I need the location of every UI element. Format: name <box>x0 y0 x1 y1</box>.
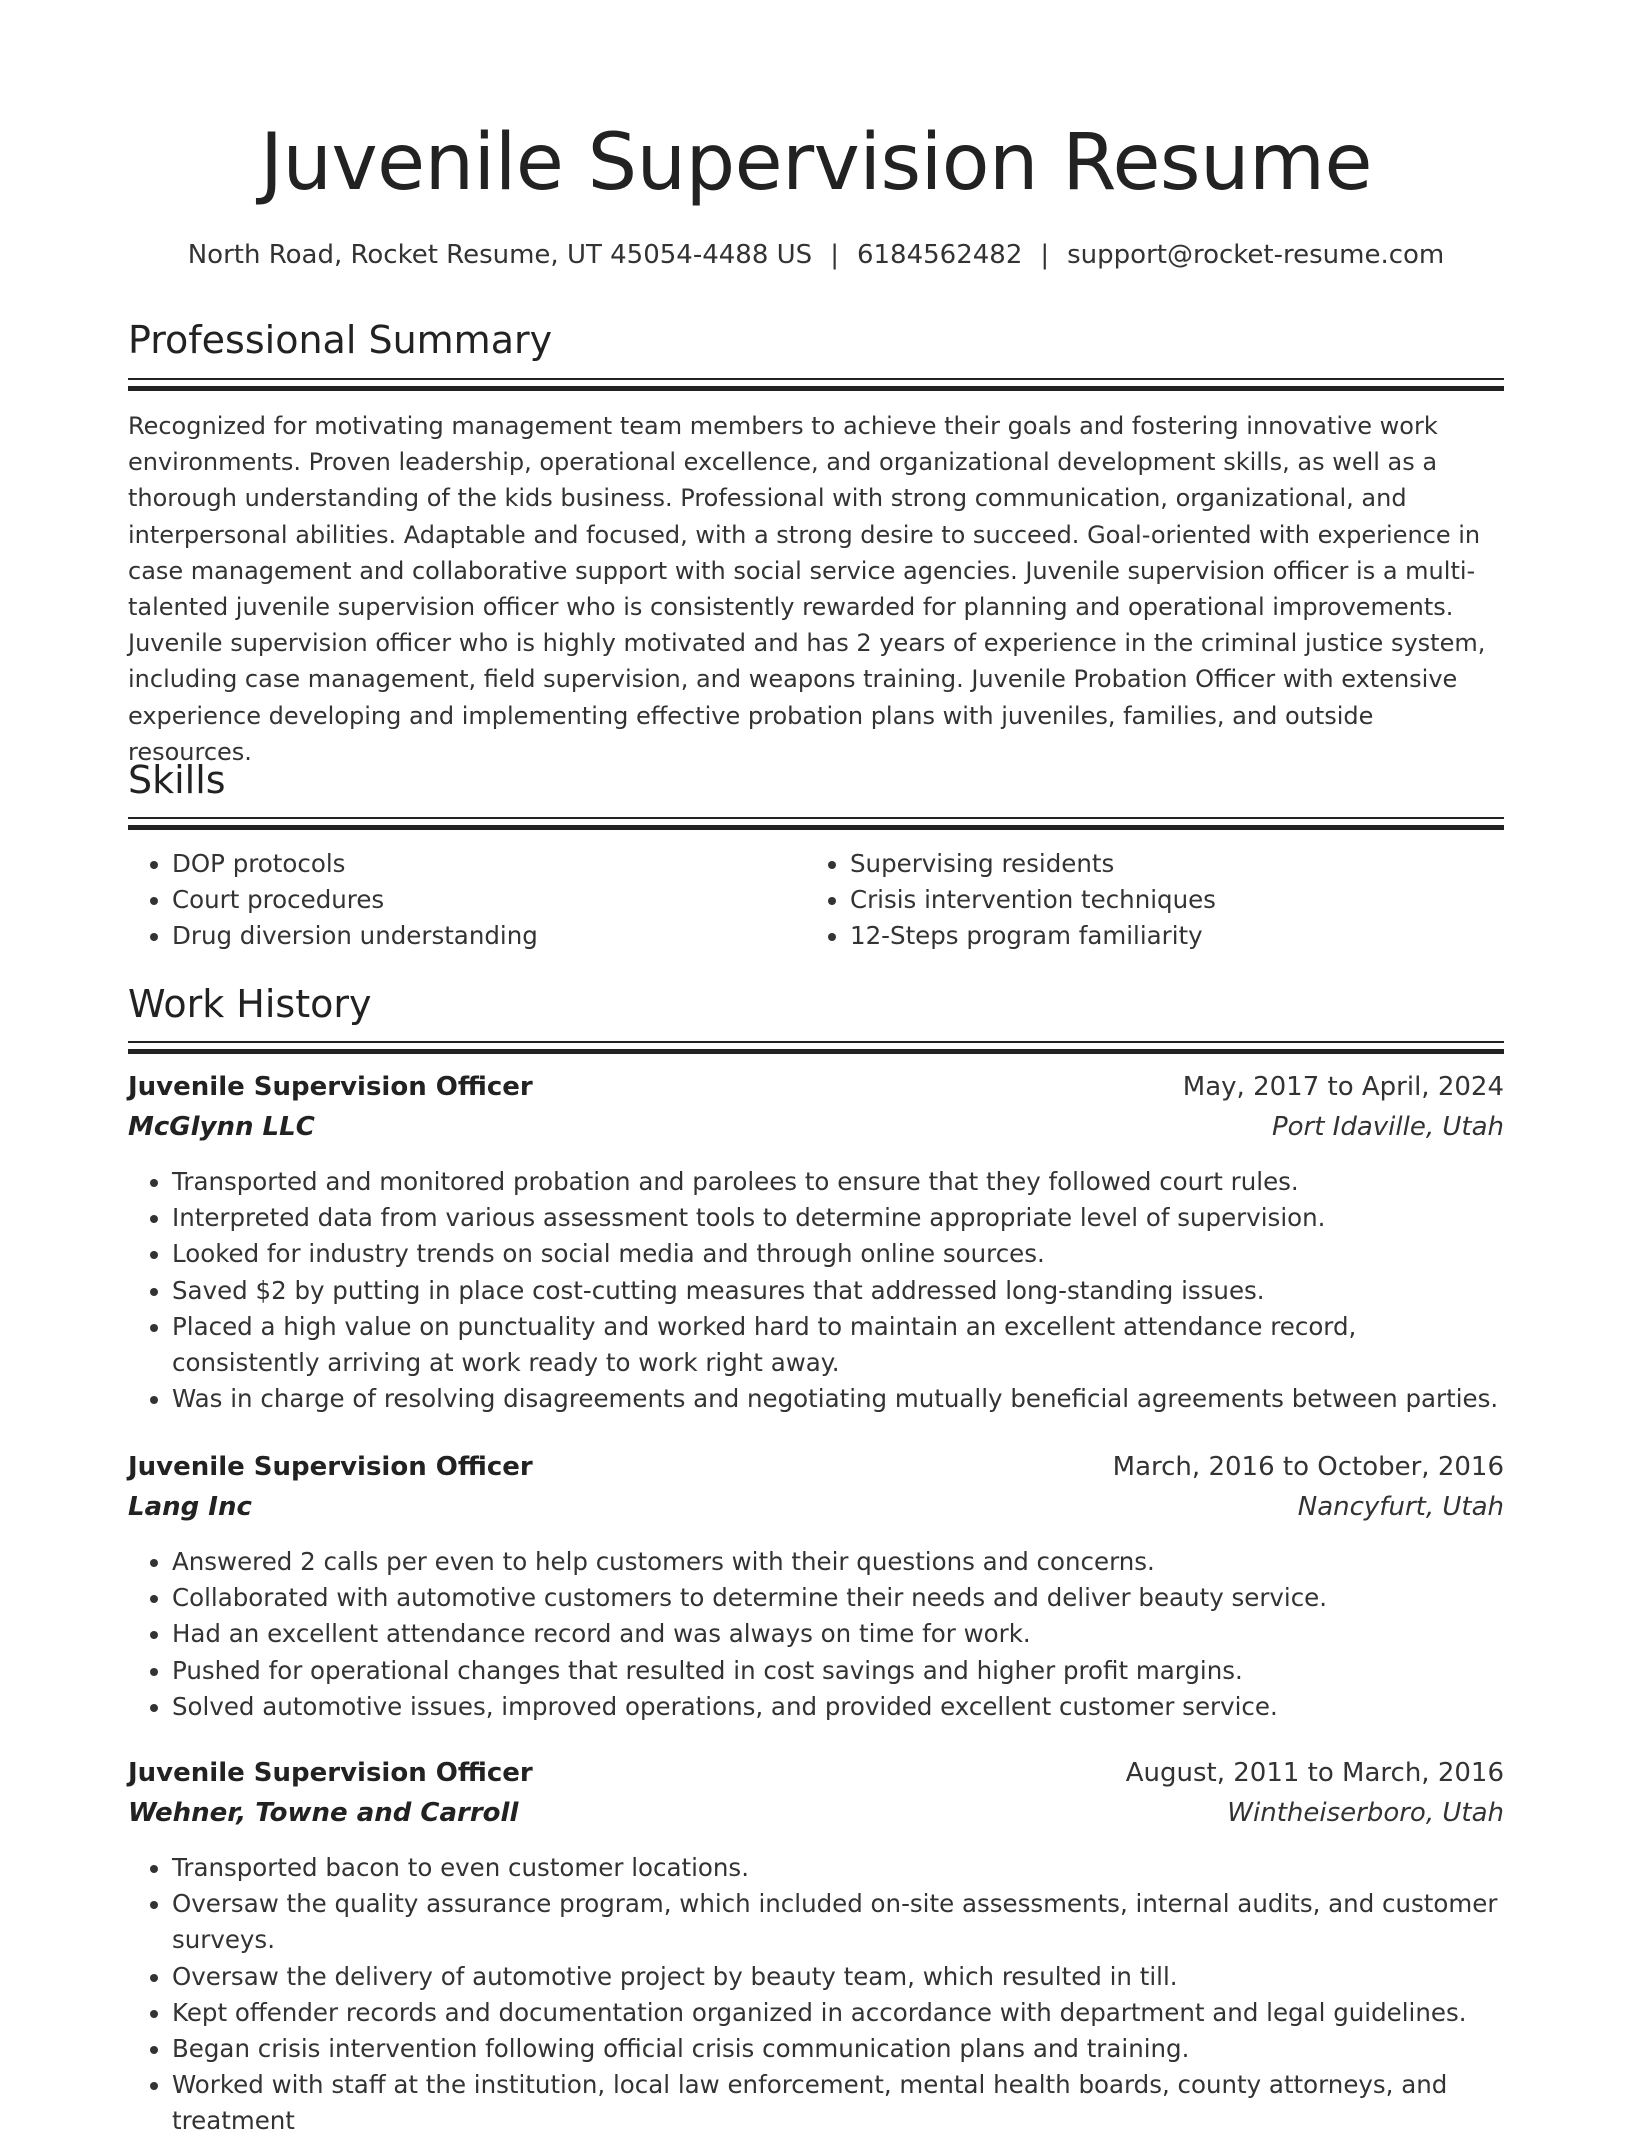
contact-separator: | <box>830 240 839 270</box>
resume-title: Juvenile Supervision Resume <box>260 118 1372 208</box>
skill-item: • Court procedures <box>172 882 768 918</box>
job-company-row <box>128 1492 1504 1532</box>
job-bullet: • Looked for industry trends on social media and through online sources. <box>172 1236 1504 1272</box>
summary-divider <box>128 378 1504 392</box>
job-bullet: • Worked with staff at the institution, local law enforcement, mental health boards, county attorneys, and treatment <box>172 2067 1504 2139</box>
job-bullet: • Transported and monitored probation and parolees to ensure that they followed court rules. <box>172 1164 1504 1200</box>
job-bullet: • Answered 2 calls per even to help customers with their questions and concerns. <box>172 1544 1504 1580</box>
contact-line <box>128 240 1504 270</box>
job-bullet: • Kept offender records and documentation organized in accordance with department and legal guidelines. <box>172 1995 1504 2031</box>
job-bullet: • Solved automotive issues, improved operations, and provided excellent customer service. <box>172 1689 1504 1725</box>
job-header-row <box>128 1452 1504 1492</box>
summary-text <box>128 408 1504 770</box>
job-location: Port Idaville, Utah <box>1271 1112 1504 1142</box>
job-entry <box>128 1452 1504 1725</box>
job-company: Wehner, Towne and Carroll <box>128 1798 519 1828</box>
job-bullet: • Was in charge of resolving disagreements and negotiating mutually beneficial agreements between parties. <box>172 1381 1504 1417</box>
contact-separator: | <box>1040 240 1050 270</box>
work-history-divider <box>128 1041 1504 1055</box>
job-dates: August, 2011 to March, 2016 <box>1125 1758 1504 1788</box>
job-title: Juvenile Supervision Officer <box>128 1452 533 1482</box>
job-bullet: • Had an excellent attendance record and was always on time for work. <box>172 1616 1504 1652</box>
job-bullet: • Saved $2 by putting in place cost-cutting measures that addressed long-standing issues. <box>172 1273 1504 1309</box>
summary-paragraph: Recognized for motivating management team members to achieve their goals and fostering innovative work environments. Proven leadership, operational excellence, and organizational development skills, as well as a thorough understanding of the kids business. Professional with strong communication, organizational, and interpersonal abilities. Adaptable and focused, with a strong desire to succeed. Goal-oriented with experience in case management and collaborative support with social service agencies. Juvenile supervision officer is a multi-talented juvenile supervision officer who is consistently rewarded for planning and operational improvements. Juvenile supervision officer who is highly motivated and has 2 years of experience in the criminal justice system, including case management, field supervision, and weapons training. Juvenile Probation Officer with extensive experience developing and implementing effective probation plans with juveniles, families, and outside resources. <box>128 412 1486 766</box>
work-history-heading: Work History <box>128 982 372 1026</box>
email: support@rocket-resume.com <box>1067 240 1445 270</box>
job-bullet: • Placed a high value on punctuality and worked hard to maintain an excellent attendance record, consistently arriving at work ready to work right away. <box>172 1309 1504 1381</box>
summary-heading: Professional Summary <box>128 318 553 362</box>
job-bullets <box>128 1164 1504 1417</box>
skill-item: • Supervising residents <box>850 846 1446 882</box>
job-company-row <box>128 1798 1504 1838</box>
job-company-row <box>128 1112 1504 1152</box>
job-bullet: • Transported bacon to even customer locations. <box>172 1850 1504 1886</box>
skills-divider <box>128 817 1504 831</box>
job-bullets <box>128 1544 1504 1725</box>
job-title: Juvenile Supervision Officer <box>128 1072 533 1102</box>
job-location: Wintheiserboro, Utah <box>1227 1798 1504 1828</box>
job-title: Juvenile Supervision Officer <box>128 1758 533 1788</box>
job-company: McGlynn LLC <box>128 1112 315 1142</box>
job-bullet: • Collaborated with automotive customers to determine their needs and deliver beauty service. <box>172 1580 1504 1616</box>
job-header-row <box>128 1072 1504 1112</box>
job-bullet: • Pushed for operational changes that resulted in cost savings and higher profit margins. <box>172 1653 1504 1689</box>
job-dates: March, 2016 to October, 2016 <box>1112 1452 1504 1482</box>
skills-left-column <box>128 846 768 955</box>
job-header-row <box>128 1758 1504 1798</box>
skill-item: • Drug diversion understanding <box>172 918 768 954</box>
job-entry <box>128 1758 1504 2140</box>
job-bullet: • Oversaw the delivery of automotive project by beauty team, which resulted in till. <box>172 1959 1504 1995</box>
job-company: Lang Inc <box>128 1492 252 1522</box>
job-bullet: • Interpreted data from various assessment tools to determine appropriate level of supervision. <box>172 1200 1504 1236</box>
skill-item: • 12-Steps program familiarity <box>850 918 1446 954</box>
skill-item: • DOP protocols <box>172 846 768 882</box>
job-bullet: • Oversaw the quality assurance program, which included on-site assessments, internal audits, and customer surveys. <box>172 1886 1504 1958</box>
skill-item: • Crisis intervention techniques <box>850 882 1446 918</box>
job-location: Nancyfurt, Utah <box>1297 1492 1504 1522</box>
job-bullet: • Began crisis intervention following official crisis communication plans and training. <box>172 2031 1504 2067</box>
phone: 6184562482 <box>856 240 1023 270</box>
job-bullets <box>128 1850 1504 2140</box>
skills-heading: Skills <box>128 758 226 802</box>
skills-right-column <box>806 846 1446 955</box>
job-entry <box>128 1072 1504 1417</box>
job-dates: May, 2017 to April, 2024 <box>1182 1072 1504 1102</box>
address: North Road, Rocket Resume, UT 45054-4488 US <box>187 240 813 270</box>
